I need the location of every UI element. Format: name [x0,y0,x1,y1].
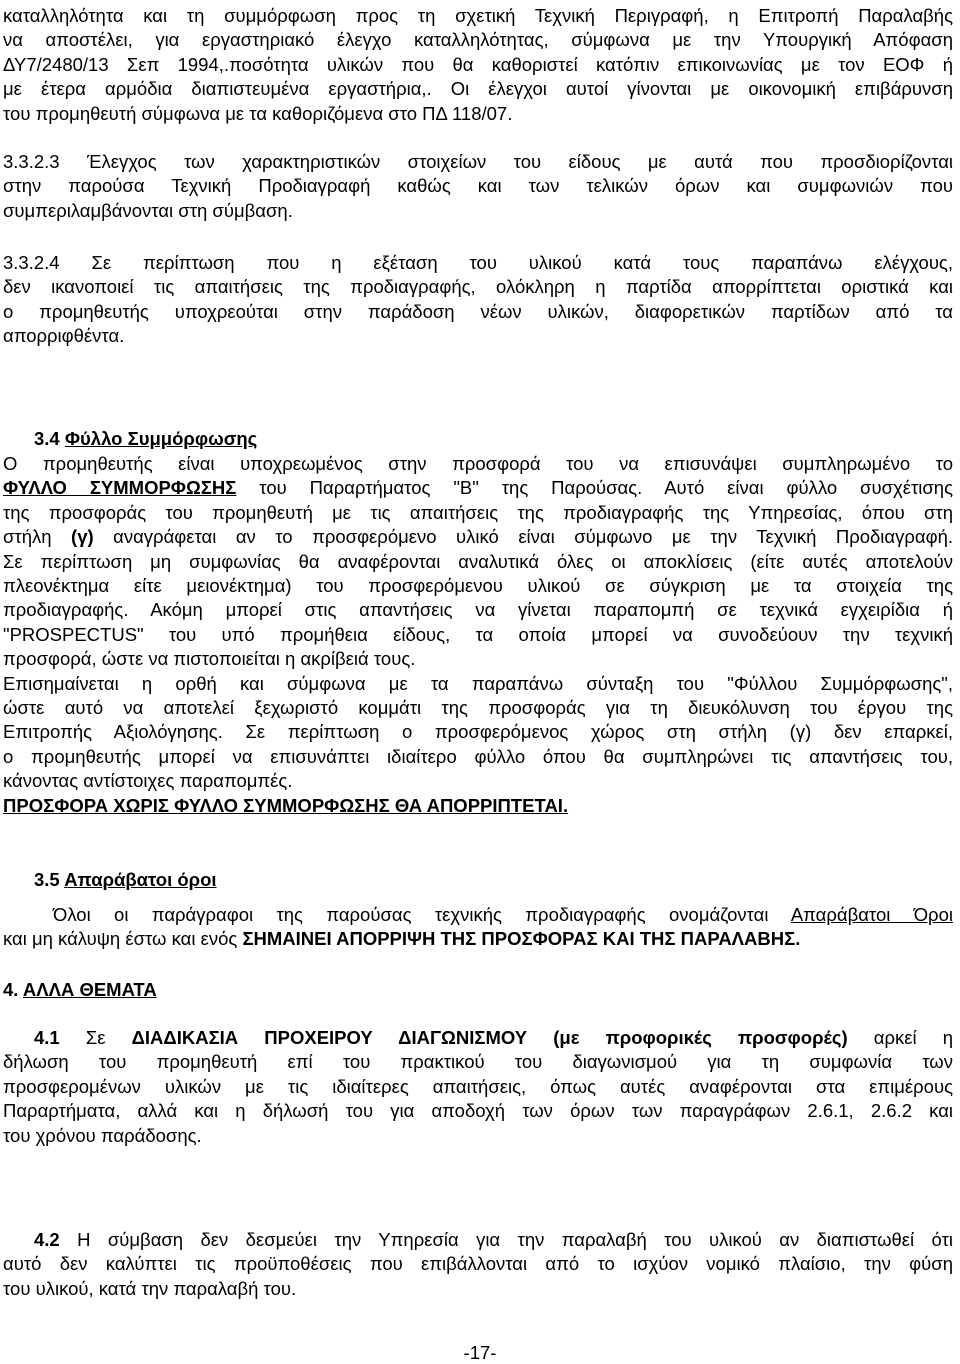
procedure-name: ΔΙΑΔΙΚΑΣΙΑ ΠΡΟΧΕΙΡΟΥ ΔΙΑΓΩΝΙΣΜΟΥ (με προφορικές προσφορές) [131,1027,848,1048]
text-line: προδιαγραφής. Ακόμη μπορεί στις απαντήσεις να γίνεται παραπομπή σε τεχνικά εγχειρίδια ή [3,599,953,621]
text-line: με έτερα αρμόδια διαπιστευμένα εργαστήρια,. Οι έλεγχοι αυτοί γίνονται με οικονομική επιβάρυνση [3,78,953,100]
text-fragment: στήλη [3,526,72,548]
text-line: "PROSPECTUS" του υπό προμήθεια είδους, τα οποία μπορεί να συνοδεύουν την τεχνική [3,623,953,645]
text-line: του υλικού, κατά την παραλαβή του. [3,1277,297,1299]
text-line: Σε περίπτωση μη συμφωνίας θα αναφέρονται αναλυτικά όλες οι αποκλίσεις (είτε αυτές αποτελούν [3,550,953,572]
text-line: 3.3.2.4 Σε περίπτωση που η εξέταση του υλικού κατά τους παραπάνω ελέγχους, [3,252,953,273]
text-fragment: και μη κάλυψη έστω και ενός [3,928,243,950]
section-number: 3.4 [34,428,60,449]
section-number: 4.2 [34,1229,60,1250]
text-line: Επισημαίνεται η ορθή και σύμφωνα με τα παραπάνω σύνταξη του "Φύλλου Συμμόρφωσης", [3,672,953,694]
text-fragment: Σε [59,1027,132,1048]
text-line: απορριφθέντα. [3,325,125,347]
paragraph-4-2 [3,1228,953,1301]
paragraph-lab-testing [3,4,953,126]
section-heading-4 [3,978,157,1002]
section-heading-3-4 [34,427,257,451]
rejection-notice: ΣΗΜΑΙΝΕΙ ΑΠΟΡΡΙΨΗ ΤΗΣ ΠΡΟΣΦΟΡΑΣ ΚΑΙ ΤΗΣ ΠΑΡΑΛΑΒΗΣ. [242,928,801,950]
section-number: 4.1 [34,1027,60,1048]
compliance-sheet-label: ΦΥΛΛΟ ΣΥΜΜΟΡΦΩΣΗΣ [3,477,237,499]
mandatory-terms-label: Απαράβατοι Όροι [790,904,953,925]
text-fragment: αναγράφεται αν το προσφερόμενο υλικό είναι σύμφωνο με την Τεχνική Προδιαγραφή. [93,526,954,548]
section-title: ΑΛΛΑ ΘΕΜΑΤΑ [22,979,157,1000]
column-g-label: (γ) [71,526,94,548]
text-line: δεν ικανοποιεί τις απαιτήσεις της προδιαγραφής, ολόκληρη η παρτίδα απορρίπτεται οριστικά και [3,276,953,298]
text-line: ο προμηθευτής μπορεί να επισυνάπτει ιδιαίτερο φύλλο όπου θα συμπληρώνει τις απαντήσεις του, [3,745,953,767]
text-line: Παραρτήματα, αλλά και η δήλωσή του για αποδοχή των όρων των παραγράφων 2.6.1, 2.6.2 και [3,1100,953,1122]
rejection-warning: ΠΡΟΣΦΟΡΑ ΧΩΡΙΣ ΦΥΛΛΟ ΣΥΜΜΟΡΦΩΣΗΣ ΘΑ ΑΠΟΡΡΙΠΤΕΤΑΙ. [3,794,569,816]
text-line [3,1228,953,1252]
text-line: πλεονέκτημα είτε μειονέκτημα) του προσφερόμενου υλικού σε σύγκριση με τα στοιχεία της [3,575,953,597]
text-line: του προμηθευτή σύμφωνα με τα καθοριζόμενα στο ΠΔ 118/07. [3,102,513,124]
paragraph-compliance-sheet [3,452,953,818]
text-fragment: Όλοι οι παράγραφοι της παρούσας τεχνικής προδιαγραφής ονομάζονται [53,904,791,925]
paragraph-4-1 [3,1026,953,1148]
text-line [3,1026,953,1050]
text-line [3,927,953,951]
text-line: Επιτροπής Αξιολόγησης. Σε περίπτωση ο προσφερόμενος χώρος στη στήλη (γ) δεν επαρκεί, [3,721,953,743]
paragraph-3-3-2-4 [3,251,953,349]
text-line: προσφερομένων υλικών με τις ιδιαίτερες απαιτήσεις, όπως αυτές αναφέρονται στα επιμέρους [3,1075,953,1097]
text-line: 3.3.2.3 Έλεγχος των χαρακτηριστικών στοιχείων του είδους με αυτά που προσδιορίζονται [3,151,953,172]
text-line: της προσφοράς του προμηθευτή με τις απαιτήσεις της προδιαγραφής της Υπηρεσίας, όπου στη [3,501,953,523]
text-line [3,476,953,500]
text-line: ο προμηθευτής υποχρεούται στην παράδοση νέων υλικών, διαφορετικών παρτίδων από τα [3,300,953,322]
text-line: του χρόνου παράδοσης. [3,1124,202,1146]
text-line: συμπεριλαμβάνονται στη σύμβαση. [3,199,293,221]
paragraph-3-3-2-3 [3,150,953,223]
text-line: ΔΥ7/2480/13 Σεπ 1994,.ποσότητα υλικών που θα καθοριστεί κατόπιν επικοινωνίας με τον ΕΟΦ ή [3,53,953,75]
text-line: ώστε αυτό να αποτελεί ξεχωριστό κομμάτι της προσφοράς για τη διευκόλυνση του έργου της [3,697,953,719]
page-number: -17- [463,1342,497,1363]
section-heading-3-5 [34,868,217,892]
text-line: να αποστέλει, για εργαστηριακό έλεγχο καταλληλότητας, σύμφωνα με την Υπουργική Απόφαση [3,29,953,51]
section-title: Φύλλο Συμμόρφωσης [64,428,258,449]
section-number: 3.5 [34,869,60,890]
text-fragment: Η σύμβαση δεν δεσμεύει την Υπηρεσία για την παραλαβή του υλικού αν διαπιστωθεί ότι [59,1229,953,1250]
section-title: Απαράβατοι όροι [64,869,217,890]
text-line: Ο προμηθευτής είναι υποχρεωμένος στην προσφορά του να επισυνάψει συμπληρωμένο το [3,453,953,474]
text-line [3,903,953,927]
text-line: δήλωση του προμηθευτή επί του πρακτικού του διαγωνισμού για τη συμφωνία των [3,1051,953,1073]
text-line: αυτό δεν καλύπτει τις προϋποθέσεις που επιβάλλονται από το ισχύον νομικό πλαίσιο, την φύση [3,1253,953,1275]
text-line [3,525,953,549]
text-line: καταλληλότητα και τη συμμόρφωση προς τη σχετική Τεχνική Περιγραφή, η Επιτροπή Παραλαβής [3,5,953,26]
paragraph-mandatory-terms [3,903,953,952]
text-line: στην παρούσα Τεχνική Προδιαγραφή καθώς και των τελικών όρων και συμφωνιών που [3,175,953,197]
text-fragment: του Παραρτήματος "Β" της Παρούσας. Αυτό είναι φύλλο συσχέτισης [236,477,953,499]
text-fragment: αρκεί η [847,1027,953,1048]
text-line: προσφορά, ώστε να πιστοποιείται η ακρίβειά τους. [3,648,416,670]
section-number: 4. [3,979,19,1000]
text-line: κάνοντας αντίστοιχες παραπομπές. [3,770,293,792]
